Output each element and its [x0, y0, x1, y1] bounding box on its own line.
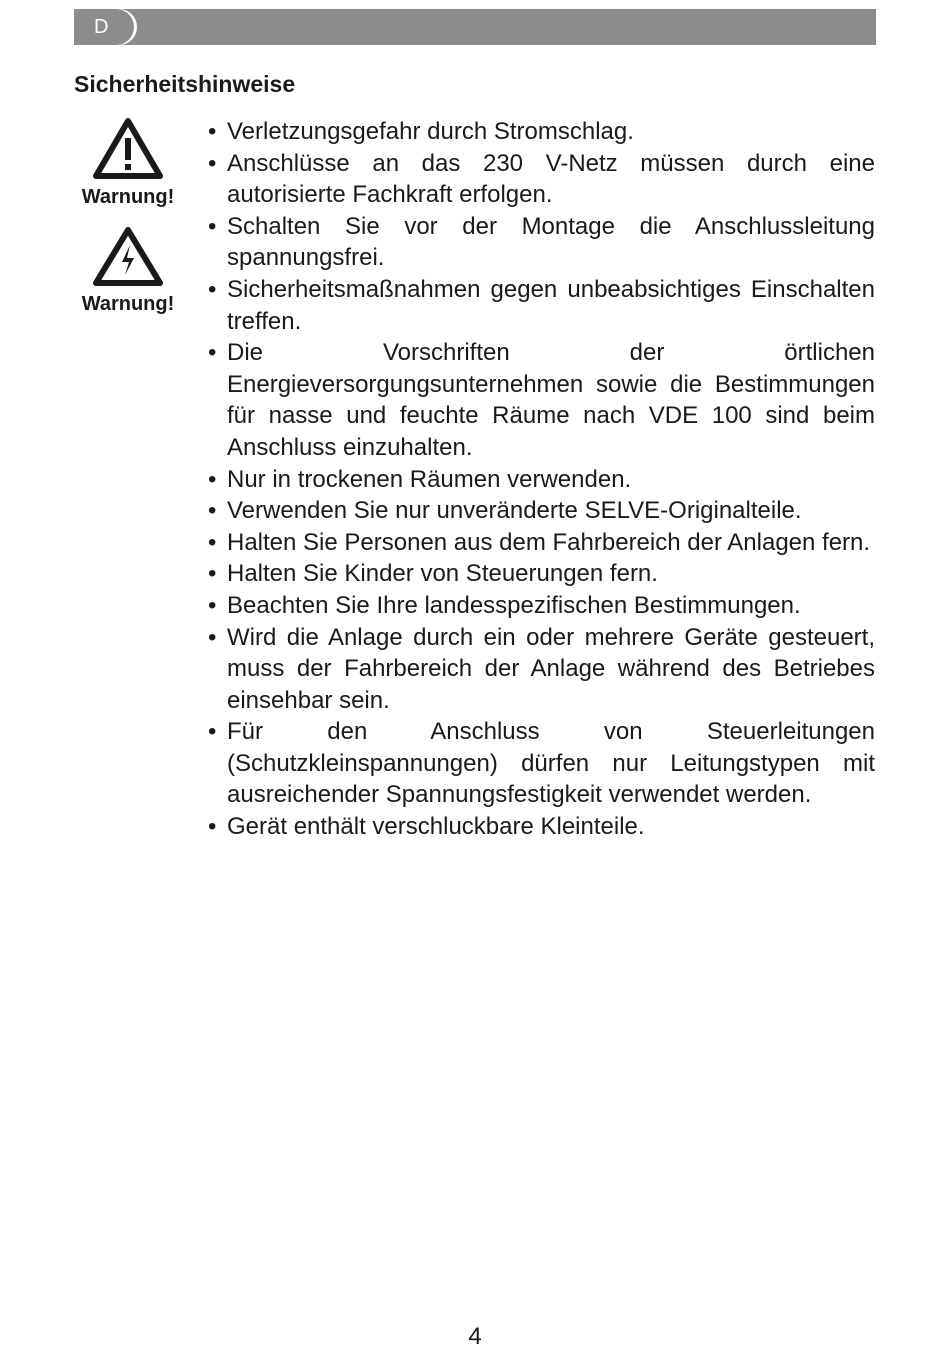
list-item: • Anschlüsse an das 230 V-Netz müssen durch eine autorisierte Fachkraft erfolgen.: [207, 148, 875, 211]
safety-instructions-list: [207, 116, 875, 843]
list-item: • Beachten Sie Ihre landesspezifischen Bestimmungen.: [207, 590, 875, 622]
warning-exclamation-icon: [92, 116, 164, 180]
list-item: • Schalten Sie vor der Montage die Anschlussleitung spannungsfrei.: [207, 211, 875, 274]
language-tab: D: [74, 9, 134, 45]
electric-shock-warning-icon: [92, 225, 164, 287]
list-item: • Halten Sie Personen aus dem Fahrbereich der Anlagen fern.: [207, 527, 875, 559]
list-item: • Halten Sie Kinder von Steuerungen fern.: [207, 558, 875, 590]
warning-label: Warnung!: [81, 293, 175, 315]
list-item: • Für den Anschluss von Steuerleitungen (Schutzkleinspannungen) dürfen nur Leitungstypen mit ausreichender Spannungsfestigkeit verwendet werden.: [207, 716, 875, 811]
list-item: • Verwenden Sie nur unveränderte SELVE-Originalteile.: [207, 495, 875, 527]
warning-label: Warnung!: [81, 186, 175, 208]
list-item: • Wird die Anlage durch ein oder mehrere Geräte gesteuert, muss der Fahrbereich der Anlage während des Betriebes einsehbar sein.: [207, 622, 875, 717]
list-item: • Gerät enthält verschluckbare Kleinteile.: [207, 811, 875, 843]
page-number: 4: [468, 1323, 482, 1350]
list-item: • Sicherheitsmaßnahmen gegen unbeabsichtiges Einschalten treffen.: [207, 274, 875, 337]
section-title: Sicherheitshinweise: [74, 71, 296, 97]
header-bar: [74, 9, 876, 45]
warning-block-general: [72, 116, 184, 209]
list-item: • Nur in trockenen Räumen verwenden.: [207, 464, 875, 496]
list-item: • Verletzungsgefahr durch Stromschlag.: [207, 116, 875, 148]
list-item: • Die Vorschriften der örtlichen Energieversorgungsunternehmen sowie die Bestimmungen für nasse und feuchte Räume nach VDE 100 sind beim Anschluss einzuhalten.: [207, 337, 875, 463]
warning-block-electric: [72, 225, 184, 316]
